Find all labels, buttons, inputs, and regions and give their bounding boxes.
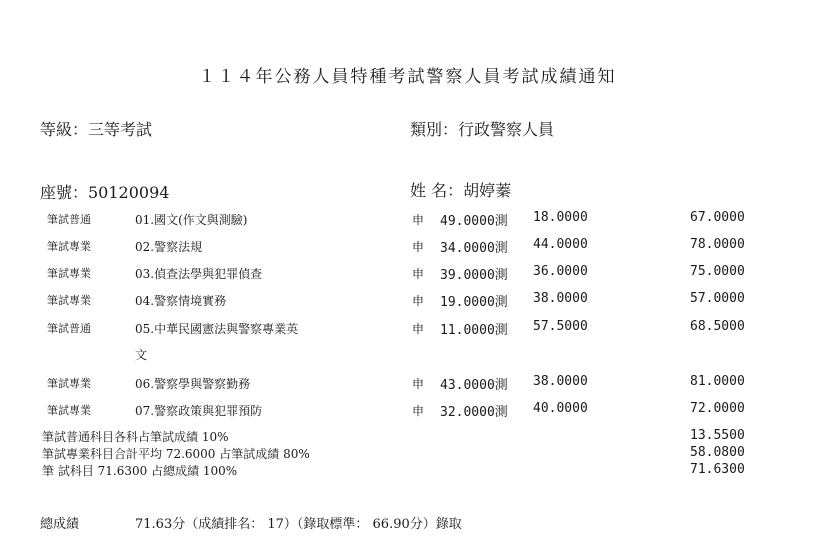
document-title: １１４年公務人員特種考試警察人員考試成績通知 [198, 67, 617, 87]
subject-score-1: 49.0000測 [440, 214, 508, 229]
seat-number: 座號：50120094 [40, 183, 170, 202]
summary-professional-text: 筆試專業科目合計平均 72.6000 占筆試成績 80% [42, 447, 310, 461]
subject-name: 06.警察學與警察勤務 [135, 377, 251, 391]
summary-written-text: 筆 試科目 71.6300 占總成績 100% [42, 464, 238, 478]
subject-mark: 申 [412, 404, 425, 418]
summary-written-value: 71.6300 [690, 462, 745, 477]
subject-score-1: 11.0000測 [440, 323, 508, 338]
subject-total: 78.0000 [690, 237, 745, 252]
subject-score-2: 44.0000 [533, 237, 588, 252]
subject-score-2: 38.0000 [533, 291, 588, 306]
summary-general-text: 筆試普通科目各科占筆試成績 10% [42, 430, 229, 444]
final-score-result: 71.63分（成績排名： 17）（錄取標準： 66.90分）錄取 [135, 517, 462, 532]
subject-total: 57.0000 [690, 291, 745, 306]
subject-type: 筆試普通 [47, 322, 91, 335]
summary-professional-value: 58.0800 [690, 445, 745, 460]
subject-type: 筆試專業 [47, 267, 91, 280]
subject-total: 81.0000 [690, 374, 745, 389]
subject-name: 03.偵查法學與犯罪偵查 [135, 267, 263, 281]
subject-score-1: 39.0000測 [440, 268, 508, 283]
subject-type: 筆試專業 [47, 240, 91, 253]
candidate-name: 姓 名：胡婷蓁 [410, 181, 512, 200]
subject-score-1: 19.0000測 [440, 295, 508, 310]
subject-score-2: 40.0000 [533, 401, 588, 416]
subject-type: 筆試專業 [47, 404, 91, 417]
subject-mark: 申 [412, 322, 425, 336]
subject-total: 67.0000 [690, 210, 745, 225]
subject-type: 筆試普通 [47, 213, 91, 226]
final-score-label: 總成績 [40, 517, 80, 532]
subject-name: 05.中華民國憲法與警察專業英 [135, 322, 299, 336]
subject-total: 68.5000 [690, 319, 745, 334]
exam-level: 等級：三等考試 [40, 120, 153, 139]
subject-score-2: 57.5000 [533, 319, 588, 334]
exam-category: 類別：行政警察人員 [410, 120, 555, 139]
subject-mark: 申 [412, 213, 425, 227]
summary-general-value: 13.5500 [690, 428, 745, 443]
subject-mark: 申 [412, 267, 425, 281]
subject-score-1: 34.0000測 [440, 241, 508, 256]
subject-score-1: 43.0000測 [440, 378, 508, 393]
subject-mark: 申 [412, 240, 425, 254]
subject-score-2: 36.0000 [533, 264, 588, 279]
subject-type: 筆試專業 [47, 377, 91, 390]
subject-score-1: 32.0000測 [440, 405, 508, 420]
subject-score-2: 38.0000 [533, 374, 588, 389]
subject-mark: 申 [412, 294, 425, 308]
subject-type: 筆試專業 [47, 294, 91, 307]
subject-name: 04.警察情境實務 [135, 294, 227, 308]
subject-name: 02.警察法規 [135, 240, 203, 254]
subject-name-continued: 文 [135, 348, 148, 362]
subject-mark: 申 [412, 377, 425, 391]
subject-score-2: 18.0000 [533, 210, 588, 225]
subject-name: 01.國文(作文與測驗) [135, 213, 248, 227]
subject-total: 75.0000 [690, 264, 745, 279]
subject-total: 72.0000 [690, 401, 745, 416]
subject-name: 07.警察政策與犯罪預防 [135, 404, 263, 418]
